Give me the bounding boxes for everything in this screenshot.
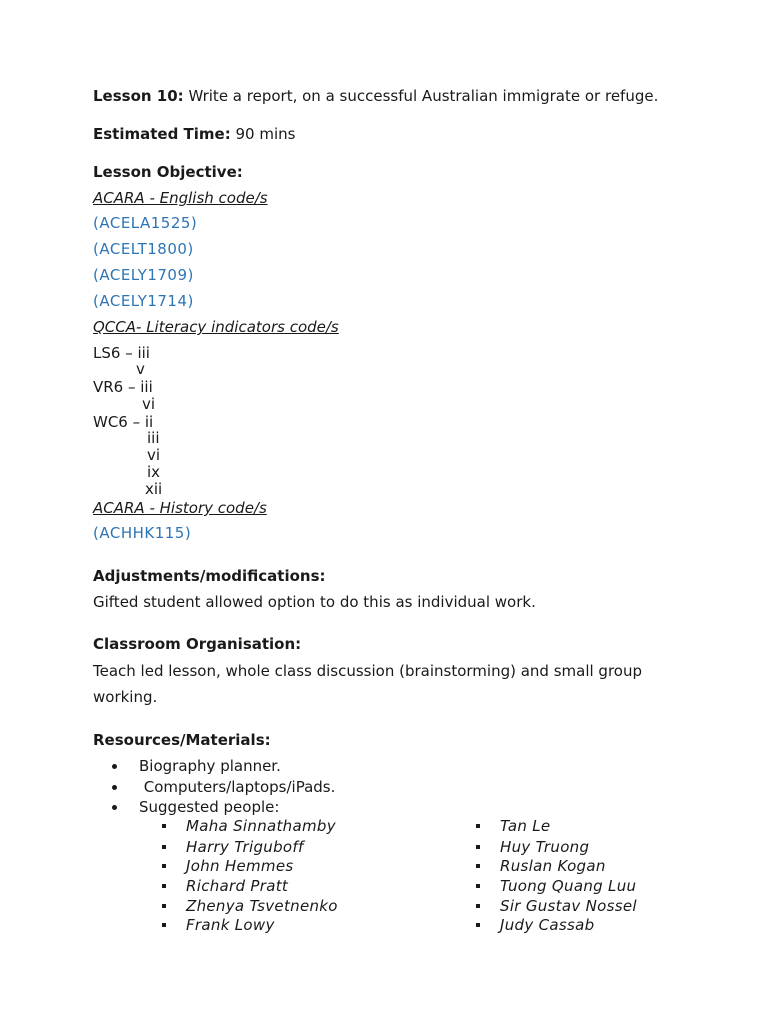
- resource-item-label: Computers/laptops/iPads.: [139, 778, 336, 796]
- bullet-icon: [112, 805, 117, 810]
- resource-item-label: Biography planner.: [139, 757, 281, 775]
- lesson-title: [93, 87, 658, 105]
- english-code-4[interactable]: (ACELY1714): [93, 292, 194, 310]
- square-bullet-icon: [476, 824, 480, 828]
- wc6-sub-4: xii: [145, 480, 163, 498]
- bullet-icon: [112, 764, 117, 769]
- square-bullet-icon: [476, 845, 480, 849]
- resource-item-label: Suggested people:: [139, 798, 280, 816]
- acara-english-heading: ACARA - English code/s: [93, 189, 268, 207]
- square-bullet-icon: [476, 864, 480, 868]
- person-name: Frank Lowy: [186, 916, 275, 934]
- adjustments-heading: Adjustments/modifications:: [93, 567, 326, 585]
- bullet-icon: [112, 785, 117, 790]
- time-label: Estimated Time:: [93, 125, 231, 143]
- classroom-heading: Classroom Organisation:: [93, 635, 302, 653]
- time-text: 90 mins: [230, 125, 296, 143]
- vr6-sub-1: vi: [142, 395, 156, 413]
- square-bullet-icon: [162, 923, 166, 927]
- square-bullet-icon: [162, 824, 166, 828]
- person-name: Ruslan Kogan: [500, 857, 606, 875]
- ls6-indicator: LS6 – iii: [93, 344, 150, 362]
- person-name: Harry Triguboff: [186, 838, 304, 856]
- ls6-sub-1: v: [136, 360, 145, 378]
- english-code-1[interactable]: (ACELA1525): [93, 214, 198, 232]
- qcca-heading: QCCA- Literacy indicators code/s: [93, 318, 339, 336]
- square-bullet-icon: [476, 884, 480, 888]
- wc6-sub-1: iii: [147, 429, 160, 447]
- person-name: Maha Sinnathamby: [186, 817, 336, 835]
- classroom-text-line-1: Teach led lesson, whole class discussion (brainstorming) and small group: [93, 662, 643, 680]
- wc6-sub-2: vi: [147, 446, 161, 464]
- square-bullet-icon: [476, 923, 480, 927]
- person-name: Tan Le: [500, 817, 551, 835]
- person-name: Huy Truong: [500, 838, 590, 856]
- english-code-3[interactable]: (ACELY1709): [93, 266, 194, 284]
- adjustments-text: Gifted student allowed option to do this as individual work.: [93, 593, 536, 611]
- lesson-label: Lesson 10:: [93, 87, 184, 105]
- objective-heading: Lesson Objective:: [93, 163, 243, 181]
- acara-history-heading: ACARA - History code/s: [93, 499, 267, 517]
- square-bullet-icon: [162, 864, 166, 868]
- history-code[interactable]: (ACHHK115): [93, 524, 192, 542]
- square-bullet-icon: [162, 884, 166, 888]
- wc6-sub-3: ix: [147, 463, 161, 481]
- lesson-text: Write a report, on a successful Australian immigrate or refuge.: [183, 87, 659, 105]
- person-name: Tuong Quang Luu: [500, 877, 637, 895]
- square-bullet-icon: [162, 845, 166, 849]
- resources-heading: Resources/Materials:: [93, 731, 271, 749]
- person-name: Richard Pratt: [186, 877, 289, 895]
- classroom-text-line-2: working.: [93, 688, 158, 706]
- square-bullet-icon: [476, 904, 480, 908]
- person-name: Sir Gustav Nossel: [500, 897, 637, 915]
- vr6-indicator: VR6 – iii: [93, 378, 153, 396]
- person-name: Zhenya Tsvetnenko: [186, 897, 338, 915]
- person-name: John Hemmes: [186, 857, 294, 875]
- wc6-indicator: WC6 – ii: [93, 413, 154, 431]
- person-name: Judy Cassab: [500, 916, 595, 934]
- english-code-2[interactable]: (ACELT1800): [93, 240, 194, 258]
- estimated-time: [93, 125, 295, 143]
- square-bullet-icon: [162, 904, 166, 908]
